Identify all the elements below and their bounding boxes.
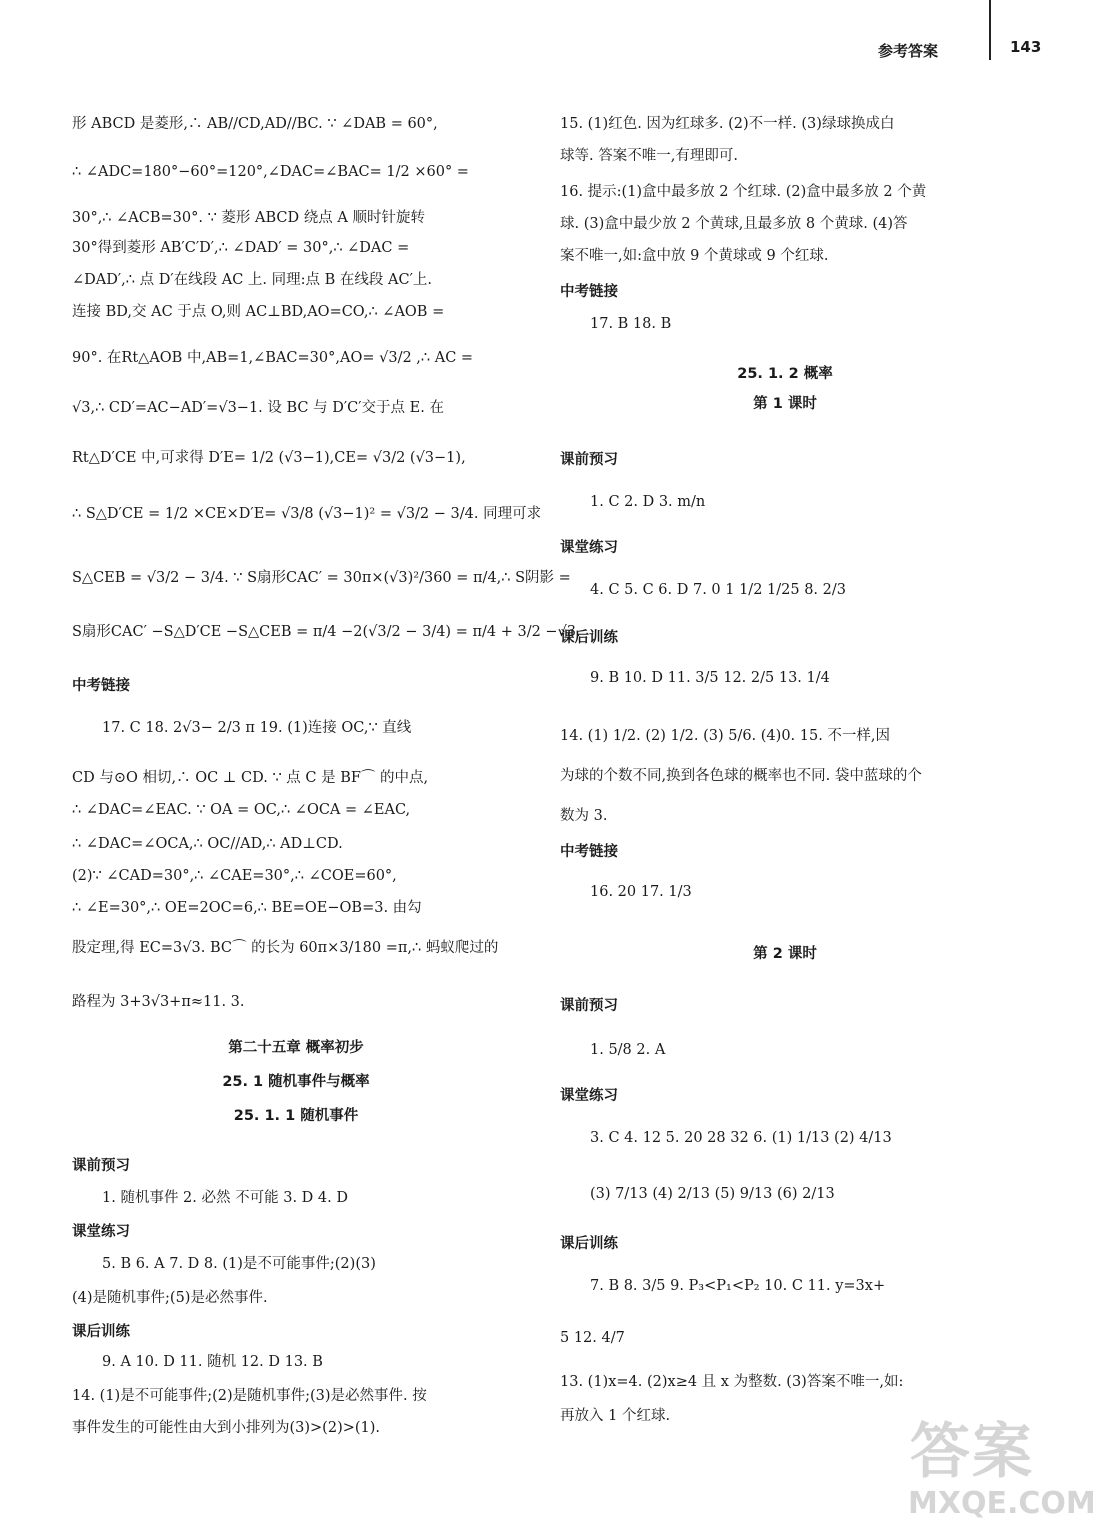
answer-line: 9. A 10. D 11. 随机 12. D 13. B — [102, 1354, 323, 1370]
answer-line: 17. C 18. 2√3− 2/3 π 19. (1)连接 OC,∵ 直线 — [102, 720, 412, 736]
answer-line: 9. B 10. D 11. 3/5 12. 2/5 13. 1/4 — [590, 670, 830, 686]
answer-line: 14. (1) 1/2. (2) 1/2. (3) 5/6. (4)0. 15. 不一样,因 — [560, 728, 891, 744]
answer-line: 再放入 1 个红球. — [560, 1408, 671, 1424]
watermark-text: 答案 — [910, 1417, 1034, 1487]
answer-line: 1. 5/8 2. A — [590, 1042, 666, 1058]
answer-line: 连接 BD,交 AC 于点 O,则 AC⊥BD,AO=CO,∴ ∠AOB = — [72, 304, 445, 320]
chapter-title: 25. 1 随机事件与概率 — [222, 1074, 370, 1090]
answer-line: 17. B 18. B — [590, 316, 672, 332]
answer-line: ∴ ∠ADC=180°−60°=120°,∠DAC=∠BAC= 1/2 ×60° = — [72, 164, 469, 180]
answer-line: 30°得到菱形 AB′C′D′,∴ ∠DAD′ = 30°,∴ ∠DAC = — [72, 240, 410, 256]
section-heading: 中考链接 — [72, 678, 130, 694]
answer-line: 案不唯一,如:盒中放 9 个黄球或 9 个红球. — [560, 248, 829, 264]
watermark-url: MXQE.COM — [908, 1486, 1096, 1521]
answer-line: CD 与⊙O 相切,∴ OC ⊥ CD. ∵ 点 C 是 BF⌒ 的中点, — [72, 770, 429, 786]
answer-line: 16. 20 17. 1/3 — [590, 884, 692, 900]
answer-line: ∴ S△D′CE = 1/2 ×CE×D′E= √3/8 (√3−1)² = √3/2 − 3/4. 同理可求 — [72, 506, 542, 522]
answer-line: 15. (1)红色. 因为红球多. (2)不一样. (3)绿球换成白 — [560, 116, 895, 132]
header-divider — [989, 0, 991, 60]
chapter-title: 25. 1. 2 概率 — [737, 366, 833, 382]
section-heading: 课堂练习 — [72, 1224, 130, 1240]
answer-line: 为球的个数不同,换到各色球的概率也不同. 袋中蓝球的个 — [560, 768, 922, 784]
section-heading: 中考链接 — [560, 284, 618, 300]
answer-line: 1. 随机事件 2. 必然 不可能 3. D 4. D — [102, 1190, 348, 1206]
answer-line: 形 ABCD 是菱形,∴ AB//CD,AD//BC. ∵ ∠DAB = 60°, — [72, 116, 438, 132]
page-header — [0, 0, 1081, 90]
answer-line: ∠DAD′,∴ 点 D′在线段 AC 上. 同理:点 B 在线段 AC′上. — [72, 272, 432, 288]
answer-line: (3) 7/13 (4) 2/13 (5) 9/13 (6) 2/13 — [590, 1186, 835, 1202]
page-number: 143 — [1010, 38, 1042, 56]
section-heading: 课前预习 — [72, 1158, 130, 1174]
answer-line: 13. (1)x=4. (2)x≥4 且 x 为整数. (3)答案不唯一,如: — [560, 1374, 904, 1390]
answer-line: ∴ ∠E=30°,∴ OE=2OC=6,∴ BE=OE−OB=3. 由勾 — [72, 900, 422, 916]
answer-line: 事件发生的可能性由大到小排列为(3)>(2)>(1). — [72, 1420, 381, 1436]
answer-line: 16. 提示:(1)盒中最多放 2 个红球. (2)盒中最多放 2 个黄 — [560, 184, 927, 200]
answer-line: √3,∴ CD′=AC−AD′=√3−1. 设 BC 与 D′C′交于点 E. 在 — [72, 400, 444, 416]
section-heading: 课后训练 — [72, 1324, 130, 1340]
answer-line: (2)∵ ∠CAD=30°,∴ ∠CAE=30°,∴ ∠COE=60°, — [72, 868, 397, 884]
section-heading: 课后训练 — [560, 630, 618, 646]
answer-line: 14. (1)是不可能事件;(2)是随机事件;(3)是必然事件. 按 — [72, 1388, 427, 1404]
answer-line: 90°. 在Rt△AOB 中,AB=1,∠BAC=30°,AO= √3/2 ,∴ AC = — [72, 350, 474, 366]
watermark-logo — [900, 1404, 1096, 1524]
answer-line: 球. (3)盒中最少放 2 个黄球,且最多放 8 个黄球. (4)答 — [560, 216, 908, 232]
answer-line: 5 12. 4/7 — [560, 1330, 625, 1346]
answer-line: 球等. 答案不唯一,有理即可. — [560, 148, 738, 164]
answer-line: Rt△D′CE 中,可求得 D′E= 1/2 (√3−1),CE= √3/2 (√3−1), — [72, 450, 466, 466]
section-heading: 课堂练习 — [560, 540, 618, 556]
answer-line: S△CEB = √3/2 − 3/4. ∵ S扇形CAC′ = 30π×(√3)²/360 = π/4,∴ S阴影 = — [72, 570, 571, 586]
section-heading: 课前预习 — [560, 452, 618, 468]
answer-line: 股定理,得 EC=3√3. BC⌒ 的长为 60π×3/180 =π,∴ 蚂蚁爬过的 — [72, 940, 499, 956]
chapter-title: 第 2 课时 — [753, 946, 817, 962]
answer-line: 7. B 8. 3/5 9. P₃<P₁<P₂ 10. C 11. y=3x+ — [590, 1278, 886, 1294]
section-heading: 课堂练习 — [560, 1088, 618, 1104]
answer-line: 4. C 5. C 6. D 7. 0 1 1/2 1/25 8. 2/3 — [590, 582, 846, 598]
chapter-title: 第 1 课时 — [753, 396, 817, 412]
chapter-title: 25. 1. 1 随机事件 — [233, 1108, 359, 1124]
answer-line: 路程为 3+3√3+π≈11. 3. — [72, 994, 245, 1010]
answer-line: 数为 3. — [560, 808, 608, 824]
header-title: 参考答案 — [878, 42, 939, 60]
answer-line: ∴ ∠DAC=∠OCA,∴ OC//AD,∴ AD⊥CD. — [72, 836, 343, 852]
chapter-title: 第二十五章 概率初步 — [228, 1040, 364, 1056]
section-heading: 课后训练 — [560, 1236, 618, 1252]
answer-line: 30°,∴ ∠ACB=30°. ∵ 菱形 ABCD 绕点 A 顺时针旋转 — [72, 210, 425, 226]
answer-line: (4)是随机事件;(5)是必然事件. — [72, 1290, 268, 1306]
answer-line: 1. C 2. D 3. m/n — [590, 494, 706, 510]
answer-line: ∴ ∠DAC=∠EAC. ∵ OA = OC,∴ ∠OCA = ∠EAC, — [72, 802, 411, 818]
answer-line: S扇形CAC′ −S△D′CE −S△CEB = π/4 −2(√3/2 − 3/4) = π/4 + 3/2 −√3. — [72, 624, 581, 640]
section-heading: 课前预习 — [560, 998, 618, 1014]
section-heading: 中考链接 — [560, 844, 618, 860]
answer-line: 3. C 4. 12 5. 20 28 32 6. (1) 1/13 (2) 4/13 — [590, 1130, 892, 1146]
answer-line: 5. B 6. A 7. D 8. (1)是不可能事件;(2)(3) — [102, 1256, 376, 1272]
